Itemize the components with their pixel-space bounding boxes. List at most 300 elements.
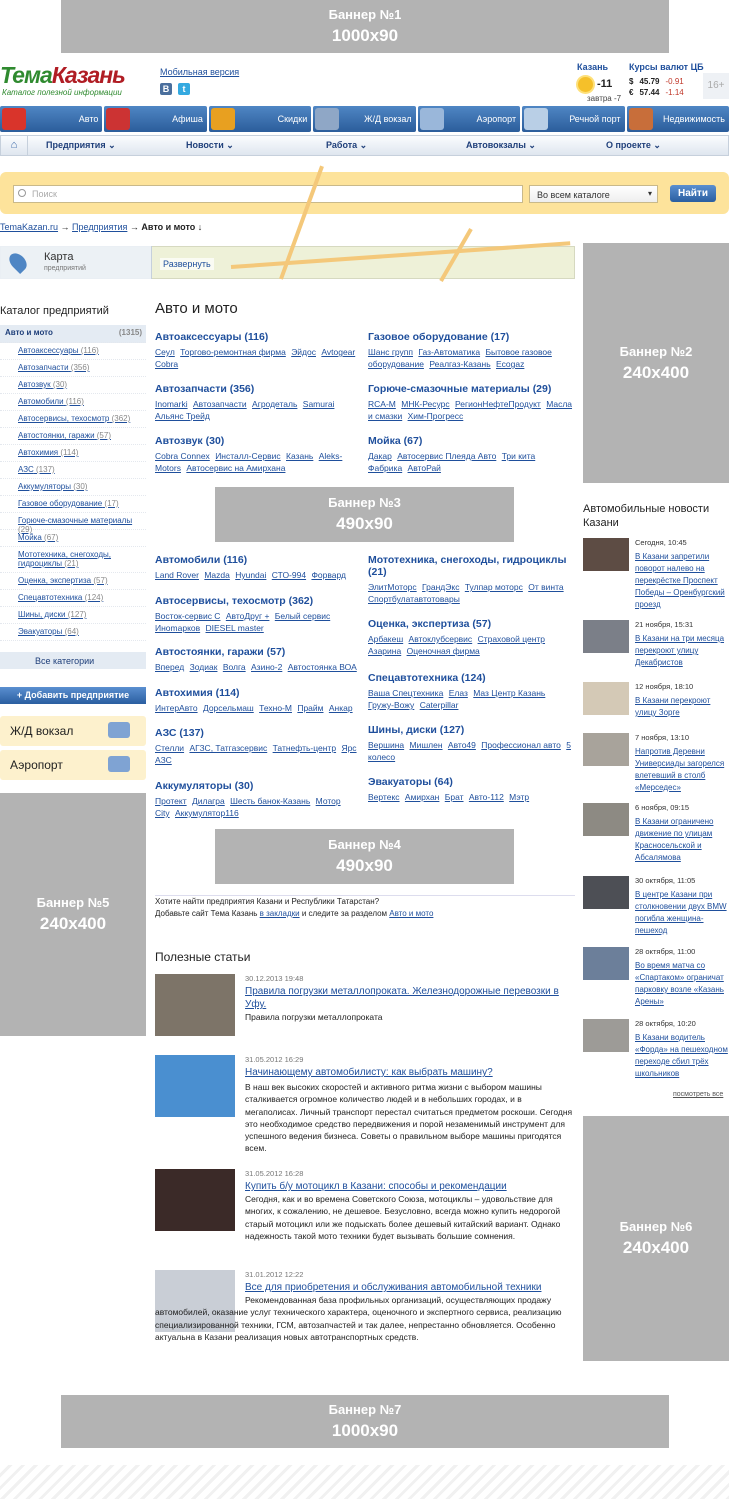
catalog-item-count: (116): [80, 346, 99, 355]
company-link[interactable]: Cobra: [155, 359, 179, 369]
category-section: [155, 727, 360, 766]
section-link[interactable]: Авто и мото: [389, 909, 434, 918]
company-link[interactable]: Hyundai: [235, 570, 267, 580]
crumb-arrow: →: [127, 222, 142, 232]
banner-title: Баннер №4: [328, 837, 401, 852]
category-heading[interactable]: [368, 724, 573, 736]
catalog-item-count: (116): [65, 397, 84, 406]
catalog-item-label: Мойка: [18, 533, 42, 542]
company-link[interactable]: Cobra Connex: [155, 451, 210, 461]
weather-city[interactable]: Казань: [577, 62, 609, 72]
news-thumbnail[interactable]: [583, 538, 629, 571]
twitter-icon[interactable]: t: [178, 83, 190, 95]
company-link[interactable]: Фабрика: [368, 463, 403, 473]
menu-about[interactable]: О проекте ⌄: [606, 140, 661, 150]
banner-size: 1000x90: [331, 26, 399, 45]
company-link[interactable]: Масла и смазки: [368, 399, 573, 421]
company-link[interactable]: 5 колесо: [368, 740, 571, 762]
article: [155, 1169, 575, 1249]
news-thumbnail[interactable]: [583, 733, 629, 766]
category-heading[interactable]: [368, 618, 573, 630]
cat-label: Афиша: [172, 114, 203, 124]
banner-3[interactable]: [215, 487, 514, 542]
news-title[interactable]: Во время матча со «Спартаком» ограничат парковку возле «Казань Арены»: [635, 961, 724, 1006]
catalog-title: Каталог предприятий: [0, 305, 109, 317]
news-item: [583, 876, 729, 936]
catalog-item-count: (64): [64, 627, 79, 636]
company-link[interactable]: Inomarki: [155, 399, 188, 409]
category-heading[interactable]: [368, 331, 573, 343]
crumb-current[interactable]: Авто и мото ↓: [141, 222, 203, 232]
article-title[interactable]: Начинающему автомобилисту: как выбрать машину?: [245, 1067, 493, 1078]
map-street: [439, 228, 472, 282]
company-link[interactable]: СТО-994: [271, 570, 307, 580]
catalog-item[interactable]: [0, 445, 146, 462]
catalog-item-count: (29): [18, 525, 33, 534]
category-heading[interactable]: [368, 435, 573, 447]
rates-title[interactable]: Курсы валют ЦБ: [629, 62, 704, 72]
cat-realty[interactable]: [627, 106, 729, 132]
catalog-item-label: Спецавтотехника: [18, 593, 83, 602]
company-link[interactable]: Ваша Спецтехника: [368, 688, 444, 698]
company-link[interactable]: Гружу-Вожу: [368, 700, 415, 710]
news-title[interactable]: Напротив Деревни Универсиады загорелся влетевший в столб «Мерседес»: [635, 747, 725, 792]
category-heading[interactable]: [155, 331, 360, 343]
banner-size: 240x400: [39, 914, 107, 933]
company-link[interactable]: От винта: [528, 582, 564, 592]
article: [155, 974, 575, 1054]
company-link[interactable]: Шесть банок-Казань: [230, 796, 311, 806]
company-link[interactable]: Елаз: [448, 688, 468, 698]
company-link[interactable]: Профессионал авто: [481, 740, 561, 750]
article-thumbnail[interactable]: [155, 1055, 235, 1117]
menu-enterprises[interactable]: Предприятия ⌄: [46, 140, 116, 150]
category-heading-count: (116): [223, 554, 248, 566]
cat-label: Скидки: [277, 114, 308, 124]
category-section: [368, 383, 573, 422]
news-title[interactable]: В Казани перекроют улицу Зорге: [635, 696, 711, 717]
catalog-item[interactable]: [0, 530, 146, 547]
company-link[interactable]: Дилагра: [191, 796, 225, 806]
company-link[interactable]: Мишлен: [409, 740, 443, 750]
company-link[interactable]: Белый сервис: [274, 611, 331, 621]
company-link[interactable]: Сеул: [155, 347, 175, 357]
home-icon[interactable]: ⌂: [1, 136, 28, 155]
company-link[interactable]: Автосервис на Амирхана: [186, 463, 286, 473]
useful-articles-title: Полезные статьи: [155, 950, 251, 964]
company-link[interactable]: Дакар: [368, 451, 392, 461]
company-link[interactable]: Арбакеш: [368, 634, 404, 644]
catalog-item-label: Автохимия: [18, 448, 59, 457]
cat-auto[interactable]: [0, 106, 102, 132]
company-link[interactable]: Бытовое газовое оборудование: [368, 347, 552, 369]
menu-bus-stations[interactable]: Автовокзалы ⌄: [466, 140, 536, 150]
company-link[interactable]: Техно-М: [259, 703, 292, 713]
company-link[interactable]: Агродеталь: [252, 399, 298, 409]
site-logo[interactable]: [0, 62, 125, 89]
category-heading[interactable]: [155, 383, 360, 395]
company-link[interactable]: DIESEL master: [205, 623, 264, 633]
news-item: [583, 947, 729, 1007]
promo-text: Добавьте сайт Тема Казань: [155, 909, 260, 918]
category-section: [155, 435, 360, 474]
company-link[interactable]: Автозапчасти: [192, 399, 247, 409]
category-heading-count: (21): [368, 566, 387, 578]
company-link[interactable]: Амирхан: [404, 792, 440, 802]
news-title[interactable]: В Казани запретили поворот налево на перекрёстке Проспект Победы – Оренбургский проезд: [635, 552, 725, 609]
company-link[interactable]: РегионНефтеПродукт: [455, 399, 541, 409]
company-link[interactable]: Aleks-Motors: [155, 451, 343, 473]
news-title[interactable]: В Казани водитель «Форда» на пешеходном переходе сбил трёх школьников: [635, 1033, 728, 1078]
map-expand-button[interactable]: Развернуть: [160, 258, 214, 270]
company-link[interactable]: Авто-112: [468, 792, 504, 802]
add-enterprise-button[interactable]: + Добавить предприятие: [0, 687, 146, 704]
category-heading-label: Оценка, экспертиза: [368, 618, 470, 630]
map-subtitle: предприятий: [44, 265, 86, 272]
catalog-item-label: Эвакуаторы: [18, 627, 63, 636]
company-link[interactable]: ЭлитМоторс: [368, 582, 417, 592]
crumb-home[interactable]: TemaKazan.ru: [0, 222, 59, 232]
catalog-item[interactable]: [0, 573, 146, 590]
catalog-item[interactable]: [0, 462, 146, 479]
promo-line2: [155, 908, 575, 920]
news-date: 30 октября, 11:05: [635, 876, 696, 885]
company-link[interactable]: Брат: [444, 792, 464, 802]
category-links: [368, 633, 573, 657]
logo-part2: Казань: [51, 62, 125, 88]
category-heading-label: Автоаксессуары: [155, 331, 242, 343]
news-title: Автомобильные новости Казани: [583, 503, 710, 529]
company-link[interactable]: Азино-2: [251, 662, 283, 672]
company-link[interactable]: Татнефть-центр: [272, 743, 337, 753]
category-heading-count: (137): [179, 727, 204, 739]
house-icon: [629, 108, 653, 130]
catalog-item[interactable]: [0, 513, 146, 534]
category-section: [155, 687, 360, 714]
category-heading[interactable]: [155, 646, 360, 658]
search-button[interactable]: Найти: [670, 185, 716, 202]
category-nav: [0, 106, 729, 132]
category-heading[interactable]: [155, 780, 360, 792]
company-link[interactable]: Mazda: [204, 570, 230, 580]
company-link[interactable]: Автосервис Плеяда Авто: [397, 451, 497, 461]
article-date: 30.12.2013 19:48: [245, 974, 304, 983]
category-section: [155, 383, 360, 422]
all-news-link[interactable]: посмотреть все: [673, 1091, 724, 1098]
news-thumbnail[interactable]: [583, 1019, 629, 1052]
company-link[interactable]: Анкар: [328, 703, 353, 713]
category-heading-label: АЗС: [155, 727, 177, 739]
category-heading[interactable]: [155, 435, 360, 447]
airport-quick-link[interactable]: [0, 750, 146, 780]
banner-6[interactable]: [583, 1116, 729, 1361]
banner-5[interactable]: [0, 793, 146, 1036]
banner-title: Баннер №3: [328, 495, 401, 510]
railway-quick-link[interactable]: [0, 716, 146, 746]
catalog-item[interactable]: [0, 607, 146, 624]
catalog-item-count: (57): [93, 576, 108, 585]
news-title[interactable]: В Казани на три месяца перекроют улицу Декабристов: [635, 634, 725, 667]
catalog-item[interactable]: [0, 479, 146, 496]
company-link[interactable]: Ecogaz: [496, 359, 525, 369]
category-heading-count: (127): [439, 724, 465, 736]
vk-icon[interactable]: В: [160, 83, 172, 95]
catalog-item-active[interactable]: [0, 325, 146, 343]
company-link[interactable]: Протект: [155, 796, 187, 806]
catalog-item-count: (21): [64, 559, 79, 568]
company-link[interactable]: Land Rover: [155, 570, 199, 580]
catalog-item[interactable]: [0, 394, 146, 411]
news-date: 6 ноября, 09:15: [635, 803, 690, 812]
company-link[interactable]: Тулпар моторс: [464, 582, 523, 592]
catalog-item[interactable]: [0, 360, 146, 377]
category-heading[interactable]: [155, 687, 360, 699]
banner-size: 240x400: [622, 362, 690, 382]
banner-title: Баннер №1: [328, 7, 402, 22]
crumb-enterprises[interactable]: Предприятия: [72, 222, 128, 232]
weather-temp: -11: [597, 78, 613, 90]
category-section: [368, 618, 573, 657]
catalog-item[interactable]: [0, 411, 146, 428]
article-thumbnail[interactable]: [155, 1169, 235, 1231]
afisha-icon: [106, 108, 130, 130]
news-thumbnail[interactable]: [583, 682, 629, 715]
category-heading[interactable]: [368, 383, 573, 395]
company-link[interactable]: Вертекс: [368, 792, 400, 802]
article-title[interactable]: Все для приобретения и обслуживания автомобильной техники: [245, 1282, 542, 1293]
news-title[interactable]: В Казани ограничено движение по улицам Красносельской и Абсалямова: [635, 817, 714, 862]
company-link[interactable]: Вершина: [368, 740, 405, 750]
category-links: [368, 398, 573, 422]
company-link[interactable]: Автостоянка ВОА: [287, 662, 357, 672]
company-link[interactable]: Автоклубсервис: [408, 634, 473, 644]
promo-line1: Хотите найти предприятия Казани и Республики Татарстан?: [155, 897, 380, 906]
category-heading-label: Автозапчасти: [155, 383, 227, 395]
catalog-item-count: (30): [73, 482, 88, 491]
catalog-item-count: (67): [44, 533, 59, 542]
category-links: [368, 346, 573, 370]
catalog-item[interactable]: [0, 343, 146, 360]
company-link[interactable]: RCA-M: [368, 399, 396, 409]
ship-icon: [524, 108, 548, 130]
category-links: [155, 661, 360, 673]
banner-title: Баннер №7: [328, 1402, 402, 1417]
category-heading-count: (124): [461, 672, 486, 684]
main-menu: [0, 135, 729, 156]
all-categories-button[interactable]: Все категории: [0, 652, 146, 669]
search-icon: [18, 189, 26, 197]
page-title: Авто и мото: [155, 300, 238, 317]
category-links: [368, 687, 573, 711]
catalog-item-count: (1315): [118, 328, 142, 337]
catalog-item-count: (114): [60, 448, 79, 457]
cat-discounts[interactable]: [209, 106, 311, 132]
plane-icon: [420, 108, 444, 130]
category-heading-count: (30): [234, 780, 254, 792]
company-link[interactable]: Форвард: [311, 570, 347, 580]
category-section: [368, 435, 573, 474]
cat-label: Речной порт: [569, 114, 621, 124]
category-links: [368, 450, 573, 474]
company-link[interactable]: Страховой центр: [477, 634, 546, 644]
catalog-item[interactable]: [0, 377, 146, 394]
article-title[interactable]: Купить б/у мотоцикл в Казани: способы и рекомендации: [245, 1181, 507, 1192]
category-links: [155, 742, 360, 766]
company-link[interactable]: Хим-Прогресс: [407, 411, 464, 421]
banner-7[interactable]: [61, 1395, 669, 1448]
banner-title: Баннер №2: [619, 343, 693, 359]
catalog-item-label: Автозапчасти: [18, 363, 69, 372]
news-thumbnail[interactable]: [583, 947, 629, 980]
airport-label: Аэропорт: [10, 758, 63, 772]
banner-2[interactable]: [583, 243, 729, 483]
company-link[interactable]: Эйдос: [291, 347, 316, 357]
article: [155, 1270, 575, 1358]
banner-4[interactable]: [215, 829, 514, 884]
category-heading-label: Аккумуляторы: [155, 780, 232, 792]
company-link[interactable]: Прайм: [297, 703, 324, 713]
catalog-item[interactable]: [0, 547, 146, 573]
company-link[interactable]: Мэтр: [509, 792, 530, 802]
company-link[interactable]: ГрандЭкс: [422, 582, 460, 592]
news-date: 28 октября, 11:00: [635, 947, 696, 956]
category-heading[interactable]: [155, 595, 360, 607]
company-link[interactable]: АвтоДруг +: [225, 611, 270, 621]
article-title[interactable]: Правила погрузки металлопроката. Железнодорожные перевозки в Уфу.: [245, 986, 559, 1010]
crumb-arrow: →: [58, 222, 73, 232]
category-heading-count: (356): [229, 383, 255, 395]
weather-tomorrow: завтра -7: [587, 94, 622, 103]
cat-railway[interactable]: [313, 106, 415, 132]
company-link[interactable]: Оценочная фирма: [406, 646, 480, 656]
category-heading-label: Мототехника, снегоходы, гидроциклы: [368, 554, 567, 566]
category-heading-count: (362): [288, 595, 314, 607]
company-link[interactable]: Вперед: [155, 662, 185, 672]
category-heading[interactable]: [155, 554, 360, 566]
company-link[interactable]: Инсталл-Сервис: [215, 451, 281, 461]
company-link[interactable]: Газ-Автоматика: [418, 347, 481, 357]
company-link[interactable]: Ярс: [341, 743, 357, 753]
company-link[interactable]: Альянс Трейд: [155, 411, 210, 421]
catalog-item-label: Оценка, экспертиза: [18, 576, 92, 585]
company-link[interactable]: Дорсельмаш: [202, 703, 254, 713]
category-links: [155, 398, 360, 422]
banner-1[interactable]: [61, 0, 669, 53]
catalog-list: [0, 325, 146, 641]
company-link[interactable]: Samurai: [302, 399, 335, 409]
breadcrumb: [0, 222, 202, 232]
eur-rate: [629, 88, 684, 97]
company-link[interactable]: Казань: [286, 451, 314, 461]
article-thumbnail[interactable]: [155, 974, 235, 1036]
category-heading-label: Автомобили: [155, 554, 221, 566]
company-link[interactable]: Avtogear: [321, 347, 356, 357]
company-link[interactable]: Восток-сервис С: [155, 611, 221, 621]
news-thumbnail[interactable]: [583, 620, 629, 653]
cat-river-port[interactable]: [522, 106, 624, 132]
company-link[interactable]: Авто49: [447, 740, 476, 750]
catalog-item-label: Аккумуляторы: [18, 482, 71, 491]
catalog-item-count: (362): [111, 414, 131, 423]
search-scope-value: Во всем каталоге: [537, 190, 610, 200]
menu-jobs[interactable]: Работа ⌄: [326, 140, 368, 150]
company-link[interactable]: Торгово-ремонтная фирма: [180, 347, 286, 357]
banner-size: 490x90: [336, 856, 393, 875]
cat-label: Недвижимость: [663, 114, 725, 124]
category-heading[interactable]: [368, 554, 573, 578]
category-heading-count: (57): [472, 618, 492, 630]
company-link[interactable]: Аккумулятор116: [175, 808, 239, 818]
category-heading[interactable]: [368, 672, 573, 684]
company-link[interactable]: Маз Центр Казань: [473, 688, 546, 698]
category-heading-label: Спецавтотехника: [368, 672, 459, 684]
search-input[interactable]: Поиск: [13, 185, 523, 203]
catalog-item-count: (57): [96, 431, 111, 440]
news-date: 7 ноября, 13:10: [635, 733, 690, 742]
company-link[interactable]: Мотор City: [155, 796, 341, 818]
news-thumbnail[interactable]: [583, 803, 629, 836]
company-link[interactable]: Волга: [222, 662, 246, 672]
banner-title: Баннер №5: [36, 895, 110, 910]
category-heading-label: Горюче-смазочные материалы: [368, 383, 530, 395]
catalog-item[interactable]: [0, 428, 146, 445]
catalog-item[interactable]: [0, 590, 146, 607]
company-link[interactable]: АвтоРай: [407, 463, 441, 473]
news-thumbnail[interactable]: [583, 876, 629, 909]
company-link[interactable]: МНК-Ресурс: [401, 399, 450, 409]
company-link[interactable]: Зодиак: [189, 662, 218, 672]
category-heading[interactable]: [155, 727, 360, 739]
catalog-item[interactable]: [0, 624, 146, 641]
search-scope-select[interactable]: [529, 185, 658, 203]
banner-title: Баннер №6: [619, 1219, 693, 1234]
company-link[interactable]: Спортбулатавтотовары: [368, 594, 460, 604]
banner-size: 240x400: [622, 1238, 690, 1257]
company-link[interactable]: Три кита: [501, 451, 536, 461]
bookmark-promo: [155, 895, 575, 920]
company-link[interactable]: АГЗС, Татгазсервис: [189, 743, 268, 753]
category-section: [368, 672, 573, 711]
company-link[interactable]: Шанс групп: [368, 347, 414, 357]
company-link[interactable]: Стелли: [155, 743, 185, 753]
category-heading-count: (57): [266, 646, 286, 658]
company-link[interactable]: Реалгаз-Казань: [429, 359, 491, 369]
company-link[interactable]: Инomарков: [155, 623, 201, 633]
catalog-item-label: Авто и мото: [5, 328, 53, 337]
category-heading-label: Автохимия: [155, 687, 213, 699]
cat-afisha[interactable]: [104, 106, 206, 132]
company-link[interactable]: Caterpillar: [419, 700, 459, 710]
catalog-item[interactable]: [0, 496, 146, 513]
company-link[interactable]: ИнтерАвто: [155, 703, 198, 713]
promo-text: и следите за разделом: [299, 909, 390, 918]
logo-part1: Тема: [0, 62, 52, 88]
news-title[interactable]: В центре Казани при столкновении двух BMW погибла женщина-пешеход: [635, 890, 727, 935]
category-heading[interactable]: [368, 776, 573, 788]
banner-size: 490x90: [336, 514, 393, 533]
bookmark-link[interactable]: в закладки: [259, 909, 300, 918]
company-link[interactable]: Азарина: [368, 646, 402, 656]
company-link[interactable]: АЗС: [155, 755, 172, 765]
news-item: [583, 733, 729, 793]
category-section: [155, 646, 360, 673]
category-links: [155, 450, 360, 474]
cat-airport[interactable]: [418, 106, 520, 132]
catalog-item-count: (17): [104, 499, 119, 508]
menu-news[interactable]: Новости ⌄: [186, 140, 234, 150]
mobile-version-link[interactable]: Мобильная версия: [160, 67, 240, 77]
news-item: [583, 803, 729, 863]
